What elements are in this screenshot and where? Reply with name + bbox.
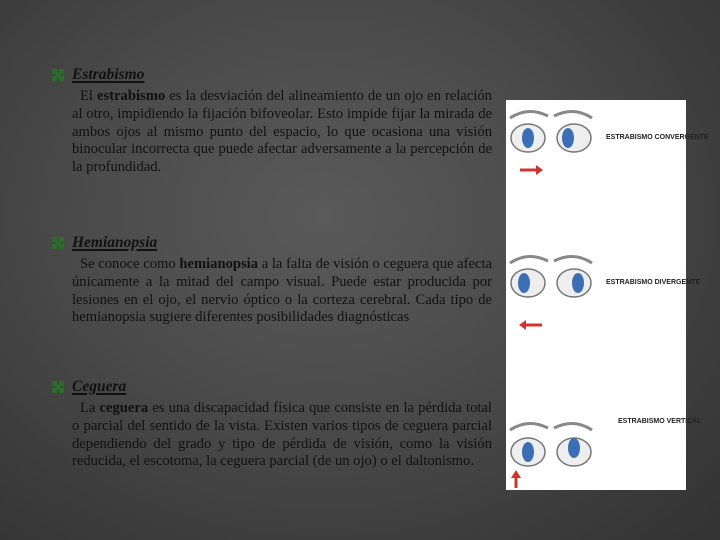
eyes-vertical-image <box>506 380 686 490</box>
bold-term: estrabismo <box>97 88 166 104</box>
section-title: Hemianopsia <box>72 234 158 251</box>
section-title: Ceguera <box>72 378 127 395</box>
panel-divergent <box>506 245 701 355</box>
section-estrabismo <box>52 66 492 177</box>
section-body: Se conoce como hemianopsia a la falta de visión o ceguera que afecta únicamente a la mitad del campo visual. Puede estar producida por lesiones en el ojo, el nervio óptico o la corteza cerebral. Cada tipo de hemianopsia sugiere diferentes posibilidades diagnósticas <box>72 256 492 326</box>
diamond-bullet-icon <box>52 69 64 81</box>
section-body: La ceguera es una discapacidad física que consiste en la pérdida total o parcial del sentido de la vista. Existen varios tipos de ceguera parcial dependiendo del grado y tipo de pérdida de visión, como la visión reducida, el escotoma, la ceguera parcial (de un ojo) o el daltonismo. <box>72 400 492 470</box>
eyes-divergent-image <box>506 245 686 355</box>
bold-term: hemianopsia <box>179 256 259 272</box>
panel-convergent <box>506 100 709 210</box>
caption-divergent: ESTRABISMO DIVERGENTE <box>606 279 701 286</box>
caption-convergent: ESTRABISMO CONVERGENTE <box>606 134 709 141</box>
caption-vertical: ESTRABISMO VERTICAL <box>618 418 702 425</box>
diamond-bullet-icon <box>52 381 64 393</box>
eyes-convergent-image <box>506 100 686 210</box>
section-title: Estrabismo <box>72 66 145 83</box>
strabismus-illustration <box>506 100 709 490</box>
bold-term: ceguera <box>99 400 149 416</box>
section-hemianopsia <box>52 234 492 327</box>
section-ceguera <box>52 378 492 471</box>
panel-vertical <box>506 380 702 490</box>
section-body: El estrabismo es la desviación del alineamiento de un ojo en relación al otro, impidiendo la fijación bifoveolar. Esto impide fijar la mirada de ambos ojos al mismo punto del espacio, lo que ocasiona una visión binocular incorrecta que puede afectar adversamente a la percepción de la profundidad. <box>72 88 492 176</box>
diamond-bullet-icon <box>52 237 64 249</box>
